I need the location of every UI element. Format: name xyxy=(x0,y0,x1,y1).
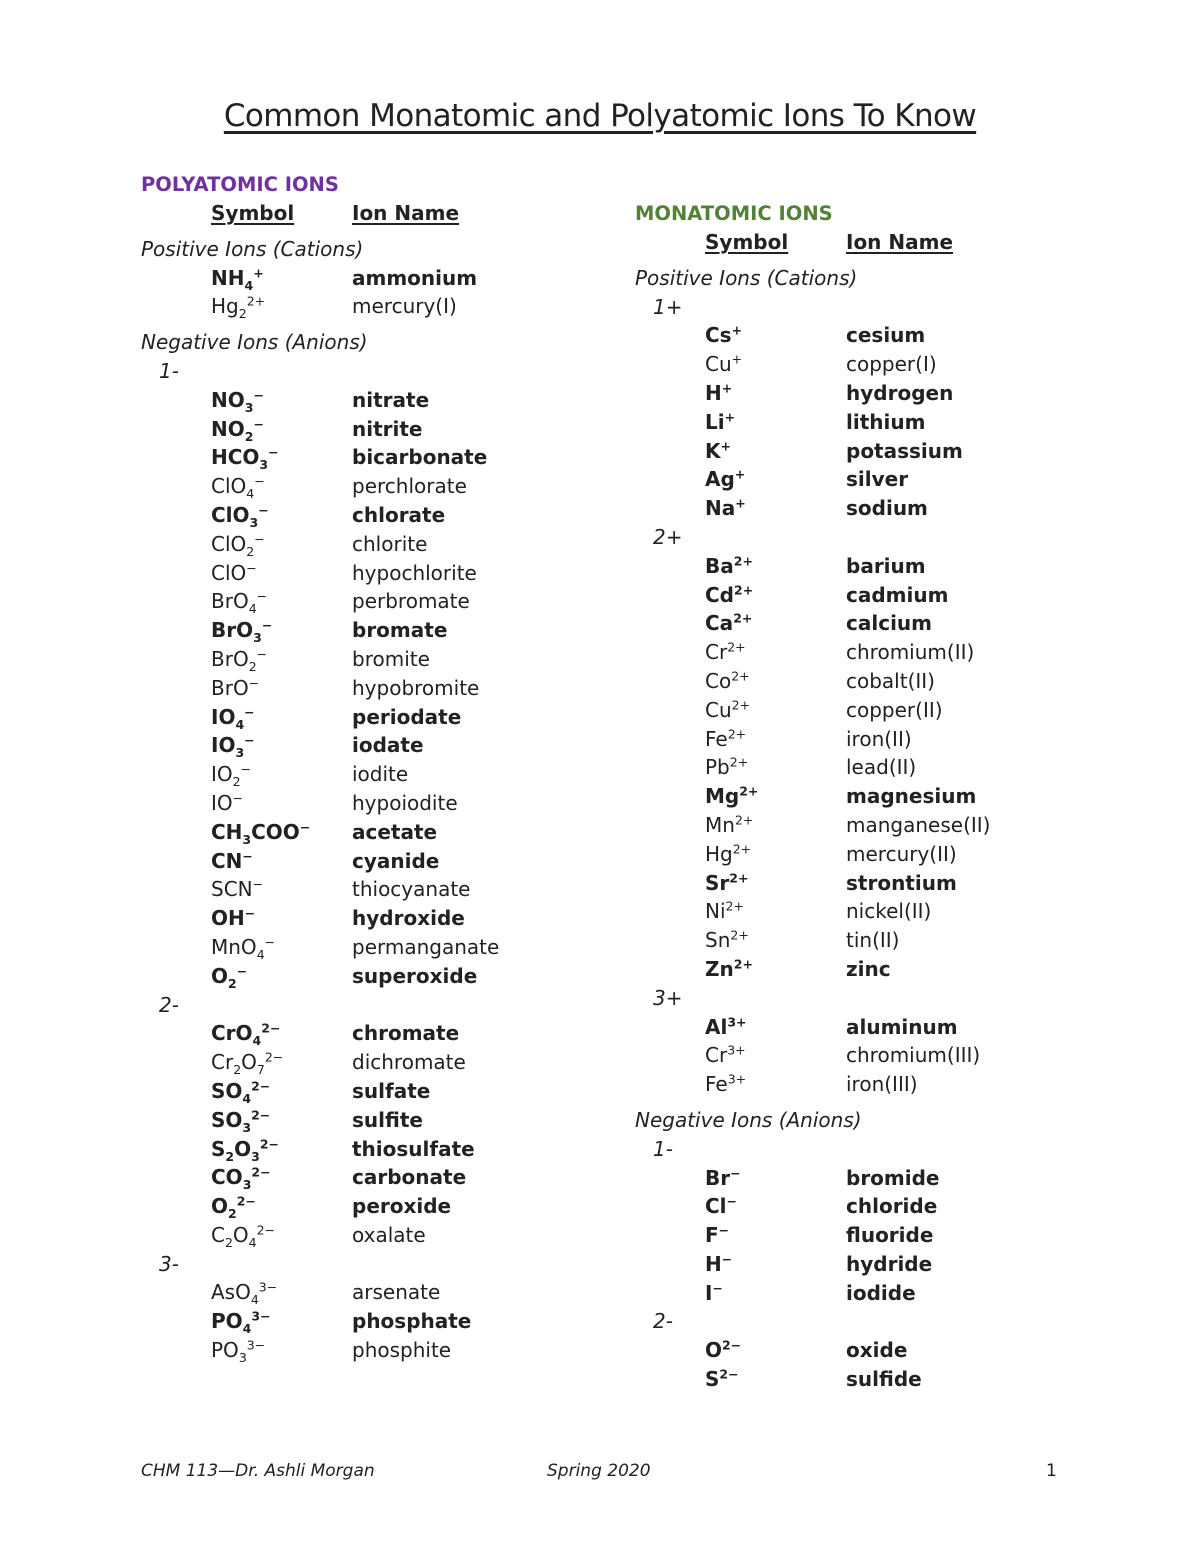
ion-row xyxy=(141,904,581,933)
ion-symbol: CN− xyxy=(211,847,253,873)
ion-row xyxy=(635,782,1075,811)
ion-symbol: $Fe^{2+}$ xyxy=(705,725,747,751)
ion-name: permanganate xyxy=(352,934,500,959)
ion-name: mercury(I) xyxy=(352,294,457,319)
ion-name: cadmium xyxy=(846,582,949,607)
ion-name: sulfate xyxy=(352,1078,431,1103)
ion-name: copper(II) xyxy=(846,697,943,722)
ion-row xyxy=(141,616,581,645)
ion-row xyxy=(635,725,1075,754)
ion-name: bromide xyxy=(846,1165,940,1190)
ion-row xyxy=(635,811,1075,840)
polyatomic-section xyxy=(141,171,581,1365)
ion-name: cesium xyxy=(846,323,926,348)
ion-name: bicarbonate xyxy=(352,445,488,470)
ion-name: lithium xyxy=(846,409,926,434)
ion-symbol: Na+ xyxy=(705,495,746,521)
ion-name: calcium xyxy=(846,611,932,636)
charge-label: 1- xyxy=(653,1136,673,1161)
ion-name: chromium(II) xyxy=(846,640,975,665)
ion-row xyxy=(635,1279,1075,1308)
ion-symbol: $Al^{3+}$ xyxy=(705,1013,747,1039)
ion-row xyxy=(635,1365,1075,1394)
ion-symbol: $PO_3^{3-}$ xyxy=(211,1337,266,1366)
ion-row xyxy=(141,1221,581,1250)
ion-name: tin(II) xyxy=(846,928,900,953)
ion-name: iron(III) xyxy=(846,1072,918,1097)
ion-symbol: Br− xyxy=(705,1164,741,1190)
ion-symbol: Ag+ xyxy=(705,466,746,492)
ion-row xyxy=(635,1221,1075,1250)
ion-name: magnesium xyxy=(846,784,977,809)
ion-symbol: $Fe^{3+}$ xyxy=(705,1071,747,1097)
ion-name: strontium xyxy=(846,870,957,895)
ion-name: peroxide xyxy=(352,1194,452,1219)
ion-symbol: $SO_3^{2-}$ xyxy=(211,1107,271,1135)
ion-row xyxy=(141,818,581,847)
ion-name: perchlorate xyxy=(352,474,467,499)
ion-name: arsenate xyxy=(352,1280,441,1305)
ion-name: periodate xyxy=(352,704,462,729)
footer-term: Spring 2020 xyxy=(547,1461,651,1481)
ion-name: nickel(II) xyxy=(846,899,932,924)
ion-symbol: $Co^{2+}$ xyxy=(705,668,750,693)
ion-row xyxy=(141,875,581,904)
ion-name: oxalate xyxy=(352,1222,426,1247)
ion-name: sulfide xyxy=(846,1367,922,1392)
ion-row xyxy=(635,1164,1075,1193)
ion-symbol: BrO− xyxy=(211,675,260,700)
ion-name: hypoiodite xyxy=(352,790,458,815)
ion-row xyxy=(635,1192,1075,1221)
ion-symbol: Cs+ xyxy=(705,322,743,348)
ion-name: hypobromite xyxy=(352,675,480,700)
ion-name: silver xyxy=(846,467,909,492)
ion-name: perbromate xyxy=(352,589,470,614)
ion-row xyxy=(141,1278,581,1307)
ion-name: fluoride xyxy=(846,1223,934,1248)
charge-label: 2- xyxy=(653,1309,673,1334)
ion-row xyxy=(635,379,1075,408)
ion-name: hydroxide xyxy=(352,906,465,931)
ion-name: chromate xyxy=(352,1021,460,1046)
ion-row xyxy=(635,581,1075,610)
ion-symbol: BrO$_4$− xyxy=(211,588,268,617)
ion-row xyxy=(141,674,581,703)
ion-symbol: $IO_2^-$ xyxy=(211,761,252,790)
charge-label: 2- xyxy=(159,992,179,1017)
ion-symbol: $SO_4^{2-}$ xyxy=(211,1078,271,1106)
ion-symbol: $Cu^{2+}$ xyxy=(705,697,751,722)
ion-name-column-header: Ion Name xyxy=(846,230,954,254)
ion-symbol: $Cd^{2+}$ xyxy=(705,581,754,607)
ion-name: barium xyxy=(846,553,926,578)
ion-name: oxide xyxy=(846,1338,908,1363)
ion-symbol: $Sn^{2+}$ xyxy=(705,927,749,953)
ion-name: iodite xyxy=(352,762,409,787)
ion-symbol: K+ xyxy=(705,437,731,463)
ion-symbol: H− xyxy=(705,1251,733,1276)
symbol-column-header: Symbol xyxy=(211,201,295,225)
monatomic-heading: MONATOMIC IONS xyxy=(635,202,833,225)
ion-row xyxy=(635,667,1075,696)
ion-symbol: $NO_3^-$ xyxy=(211,387,264,415)
ion-row xyxy=(141,760,581,789)
ion-name: chlorite xyxy=(352,531,428,556)
ion-row xyxy=(141,559,581,588)
charge-label: 1+ xyxy=(653,294,683,319)
ion-symbol: CrO$_4^{2-}$ xyxy=(211,1020,281,1049)
charge-label: 2+ xyxy=(653,524,683,549)
ion-name: aluminum xyxy=(846,1014,958,1039)
ion-row xyxy=(635,926,1075,955)
monatomic-cations-label: Positive Ions (Cations) xyxy=(635,265,858,290)
ion-name: copper(I) xyxy=(846,352,937,377)
ion-name: manganese(II) xyxy=(846,812,991,837)
ion-row xyxy=(635,1250,1075,1279)
ion-row xyxy=(141,443,581,472)
ion-symbol: $Mg^{2+}$ xyxy=(705,783,759,809)
ion-symbol: AsO$_4^{3-}$ xyxy=(211,1279,278,1308)
ion-row xyxy=(141,1019,581,1048)
ion-name: carbonate xyxy=(352,1165,467,1190)
ion-symbol: $Cr_2O_7^{2-}$ xyxy=(211,1049,284,1078)
ion-row xyxy=(141,1106,581,1135)
ion-symbol: $HCO_3^-$ xyxy=(211,444,279,473)
ion-symbol: ClO$_3$− xyxy=(211,502,269,530)
ion-row xyxy=(635,955,1075,984)
ion-symbol: $Cr^{2+}$ xyxy=(705,639,746,665)
ion-symbol: $Zn^{2+}$ xyxy=(705,956,753,981)
ion-row xyxy=(141,645,581,674)
polyatomic-heading: POLYATOMIC IONS xyxy=(141,173,339,196)
ion-symbol: I− xyxy=(705,1280,723,1305)
monatomic-column-headers xyxy=(635,228,1075,257)
ion-row xyxy=(635,1070,1075,1099)
ion-symbol: BrO$_3$− xyxy=(211,617,273,646)
ion-name: nitrate xyxy=(352,387,430,412)
ion-symbol: $Pb^{2+}$ xyxy=(705,754,749,780)
ion-symbol: ClO$_2$− xyxy=(211,531,265,559)
ion-row xyxy=(141,703,581,732)
ion-symbol: $Hg_2^{2+}$ xyxy=(211,293,266,322)
ion-name: bromite xyxy=(352,646,430,671)
ion-name: iodate xyxy=(352,733,424,758)
ion-row xyxy=(141,789,581,818)
ion-name: chloride xyxy=(846,1194,938,1219)
ion-row xyxy=(635,1041,1075,1070)
ion-row xyxy=(141,1077,581,1106)
monatomic-anion-groups xyxy=(635,1135,1075,1394)
ion-row xyxy=(635,408,1075,437)
ion-name: zinc xyxy=(846,956,891,981)
ion-name: thiocyanate xyxy=(352,877,471,902)
ion-name: sodium xyxy=(846,496,928,521)
ion-row xyxy=(141,1163,581,1192)
charge-label: 3- xyxy=(159,1251,179,1276)
ion-symbol: $Hg^{2+}$ xyxy=(705,841,752,866)
polyatomic-cations-label: Positive Ions (Cations) xyxy=(141,236,364,261)
ion-row xyxy=(141,1192,581,1221)
ion-row xyxy=(141,501,581,530)
ion-row xyxy=(635,609,1075,638)
ion-symbol: Cl− xyxy=(705,1193,738,1219)
ion-symbol: ClO− xyxy=(211,559,257,585)
ion-row xyxy=(635,869,1075,898)
ion-symbol: IO− xyxy=(211,790,244,815)
page-title: Common Monatomic and Polyatomic Ions To Know xyxy=(223,98,977,134)
ion-name: hypochlorite xyxy=(352,560,477,585)
ion-row xyxy=(141,472,581,501)
ion-row xyxy=(635,840,1075,869)
ion-name: mercury(II) xyxy=(846,841,957,866)
ion-row xyxy=(141,264,581,293)
ion-symbol: MnO$_4$− xyxy=(211,934,276,962)
ion-symbol: BrO$_2$− xyxy=(211,646,268,674)
ion-name: ammonium xyxy=(352,265,478,290)
ion-row xyxy=(141,530,581,559)
ion-symbol: $IO_4^-$ xyxy=(211,703,255,732)
ion-symbol: $Ca^{2+}$ xyxy=(705,610,753,636)
ion-name: iron(II) xyxy=(846,726,912,751)
ion-symbol: $CO_3^{2-}$ xyxy=(211,1164,271,1193)
ion-symbol: $Cr^{3+}$ xyxy=(705,1042,746,1068)
ion-row xyxy=(635,696,1075,725)
ion-symbol: OH− xyxy=(211,905,256,931)
ion-row xyxy=(141,587,581,616)
monatomic-section xyxy=(635,200,1075,1394)
polyatomic-anion-groups xyxy=(141,357,581,1365)
ion-symbol: $CH_3COO^-$ xyxy=(211,819,311,847)
ion-row xyxy=(635,897,1075,926)
ion-row xyxy=(141,847,581,876)
ion-name-column-header: Ion Name xyxy=(352,201,460,225)
footer-course: CHM 113—Dr. Ashli Morgan xyxy=(141,1461,375,1481)
ion-name: acetate xyxy=(352,819,438,844)
ion-symbol: $O^{2-}$ xyxy=(705,1337,742,1363)
ion-symbol: $C_2O_4^{2-}$ xyxy=(211,1222,276,1250)
ion-symbol: $IO_3^-$ xyxy=(211,732,255,761)
ion-row xyxy=(635,437,1075,466)
ion-symbol: SCN− xyxy=(211,876,264,902)
ion-row xyxy=(141,962,581,991)
ion-row xyxy=(141,933,581,962)
ion-symbol: $NH_4^+$ xyxy=(211,264,264,293)
ion-name: hydride xyxy=(846,1251,933,1276)
ion-row xyxy=(635,465,1075,494)
ion-name: potassium xyxy=(846,438,963,463)
ion-row xyxy=(635,350,1075,379)
ion-symbol: $Ba^{2+}$ xyxy=(705,553,753,578)
charge-label: 3+ xyxy=(653,985,683,1010)
ion-row xyxy=(635,494,1075,523)
ion-symbol: ClO$_4$− xyxy=(211,473,265,502)
ion-row xyxy=(141,1336,581,1365)
ion-symbol: $PO_4^{3-}$ xyxy=(211,1308,271,1337)
ion-name: hydrogen xyxy=(846,380,954,405)
ion-row xyxy=(635,1336,1075,1365)
ion-symbol: Cu+ xyxy=(705,351,743,377)
ion-name: lead(II) xyxy=(846,755,917,780)
ion-name: cyanide xyxy=(352,848,440,873)
ion-row xyxy=(635,321,1075,350)
ion-row xyxy=(141,386,581,415)
ion-symbol: $O_2^-$ xyxy=(211,963,248,991)
ion-row xyxy=(141,415,581,444)
ion-name: sulfite xyxy=(352,1107,423,1132)
ion-name: chromium(III) xyxy=(846,1043,981,1068)
ion-symbol: Li+ xyxy=(705,409,736,434)
ion-name: cobalt(II) xyxy=(846,668,935,693)
ion-symbol: $Ni^{2+}$ xyxy=(705,898,744,924)
ion-name: bromate xyxy=(352,618,448,643)
ion-row xyxy=(635,552,1075,581)
ion-symbol: $S_2O_3^{2-}$ xyxy=(211,1135,279,1164)
ion-row xyxy=(141,292,581,321)
ion-name: thiosulfate xyxy=(352,1136,475,1161)
polyatomic-column-headers xyxy=(141,199,581,228)
ion-row xyxy=(141,1048,581,1077)
ion-row xyxy=(635,638,1075,667)
ion-name: superoxide xyxy=(352,963,478,988)
polyatomic-anions-label: Negative Ions (Anions) xyxy=(141,330,368,355)
ion-name: phosphate xyxy=(352,1309,472,1334)
ion-name: chlorate xyxy=(352,502,446,527)
polyatomic-cation-list xyxy=(141,264,581,322)
charge-label: 1- xyxy=(159,358,179,383)
monatomic-anions-label: Negative Ions (Anions) xyxy=(635,1107,862,1132)
ion-name: phosphite xyxy=(352,1338,452,1363)
ion-name: nitrite xyxy=(352,416,423,441)
ion-symbol: $Sr^{2+}$ xyxy=(705,869,749,895)
ion-row xyxy=(141,1135,581,1164)
monatomic-cation-groups xyxy=(635,293,1075,1099)
ion-symbol: $S^{2-}$ xyxy=(705,1366,739,1392)
ion-row xyxy=(141,1307,581,1336)
ion-symbol: $NO_2^-$ xyxy=(211,415,264,444)
symbol-column-header: Symbol xyxy=(705,230,789,254)
ion-name: iodide xyxy=(846,1280,916,1305)
ion-symbol: F− xyxy=(705,1222,730,1248)
ion-row xyxy=(635,753,1075,782)
ion-symbol: $Mn^{2+}$ xyxy=(705,812,754,837)
ion-symbol: H+ xyxy=(705,380,733,405)
ion-row xyxy=(635,1013,1075,1042)
ion-symbol: $O_2^{2-}$ xyxy=(211,1193,256,1222)
ion-row xyxy=(141,731,581,760)
footer-page-number: 1 xyxy=(1046,1461,1057,1481)
ion-name: dichromate xyxy=(352,1050,466,1075)
